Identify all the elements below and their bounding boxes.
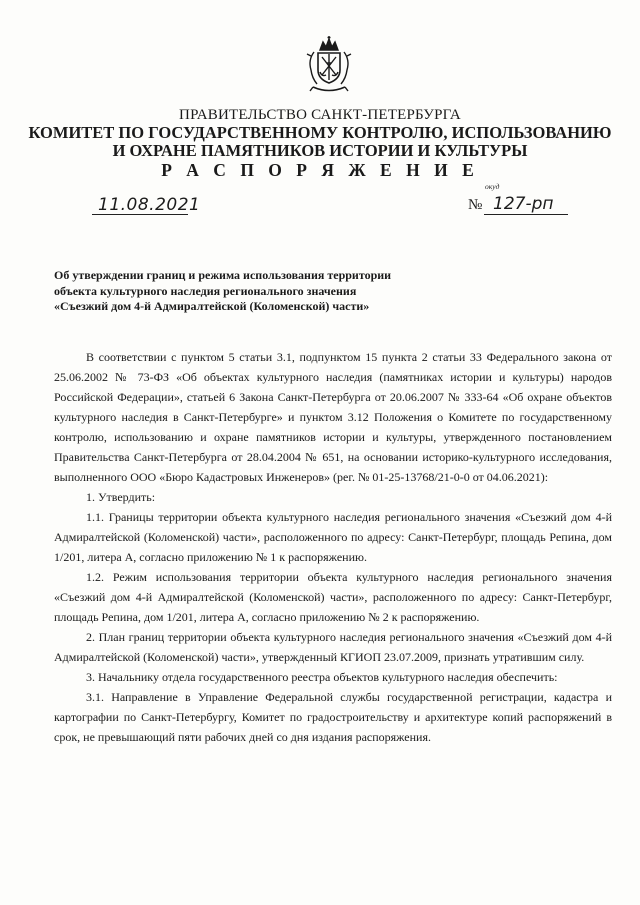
paragraph-1-2: 1.2. Режим использования территории объекта культурного наследия регионального значения «Съезжий дом 4-й Адмиралтейской (Коломенской) части», расположенного по адресу: Санкт-Петербург, площадь Репина, дом 1/201, литера А, согласно приложению № 2 к распоряжению. [54,570,612,624]
okud-label: окуд [485,182,500,191]
document-number: 127-рп [493,194,554,214]
subject-line: «Съезжий дом 4-й Адмиралтейской (Коломенской) части» [54,299,370,313]
number-underline [484,214,568,215]
date-underline [92,214,188,215]
coat-of-arms-icon [303,36,355,96]
number-sign: № [468,197,483,213]
document-type: Р А С П О Р Я Ж Е Н И Е [161,160,479,180]
subject-line: объекта культурного наследия регионального значения [54,283,357,298]
committee-name-line1: КОМИТЕТ ПО ГОСУДАРСТВЕННОМУ КОНТРОЛЮ, ИСПОЛЬЗОВАНИЮ [28,123,612,142]
paragraph-1-1: 1.1. Границы территории объекта культурного наследия регионального значения «Съезжий дом 4-й Адмиралтейской (Коломенской) части», расположенного по адресу: Санкт-Петербург, площадь Репина, дом 1/201, литера А, согласно приложению № 1 к распоряжению. [54,510,612,564]
paragraph-3-1: 3.1. Направление в Управление Федеральной службы государственной регистрации, кадастра и картографии по Санкт-Петербургу, Комитет по градостроительству и архитектуре копий распоряжений в срок, не превышающий пяти рабочих дней со дня издания распоряжения. [54,690,612,744]
government-name: ПРАВИТЕЛЬСТВО САНКТ-ПЕТЕРБУРГА [179,107,461,123]
paragraph-2: 2. План границ территории объекта культурного наследия регионального значения «Съезжий дом 4-й Адмиралтейской (Коломенской) части», утвержденный КГИОП 23.07.2009, признать утратившим силу. [54,630,612,664]
subject-line: Об утверждении границ и режима использования территории [54,268,392,282]
intro-paragraph: В соответствии с пунктом 5 статьи 3.1, подпунктом 15 пункта 2 статьи 33 Федерального закона от 25.06.2002 № 73-ФЗ «Об объектах культурного наследия (памятниках истории и культуры) народов Российской Федерации», статьей 6 Закона Санкт-Петербурга от 20.06.2007 № 333-64 «Об охране объектов культурного наследия в Санкт-Петербурге» и пунктом 3.12 Положения о Комитете по государственному контролю, использованию и охране памятников истории и культуры, утвержденного постановлением Правительства Санкт-Петербурга от 28.04.2004 № 651, на основании историко-культурного исследования, выполненного ООО «Бюро Кадастровых Инженеров» (рег. № 01-25-13768/21-0-0 от 04.06.2021): [54,350,612,484]
paragraph-1: 1. Утвердить: [86,490,156,504]
committee-name [0,124,640,160]
committee-name-line2: И ОХРАНЕ ПАМЯТНИКОВ ИСТОРИИ И КУЛЬТУРЫ [112,141,528,160]
document-subject [54,268,474,315]
document-body [54,347,612,747]
paragraph-3: 3. Начальнику отдела государственного реестра объектов культурного наследия обеспечить: [86,670,558,684]
document-date: 11.08.2021 [98,195,201,215]
